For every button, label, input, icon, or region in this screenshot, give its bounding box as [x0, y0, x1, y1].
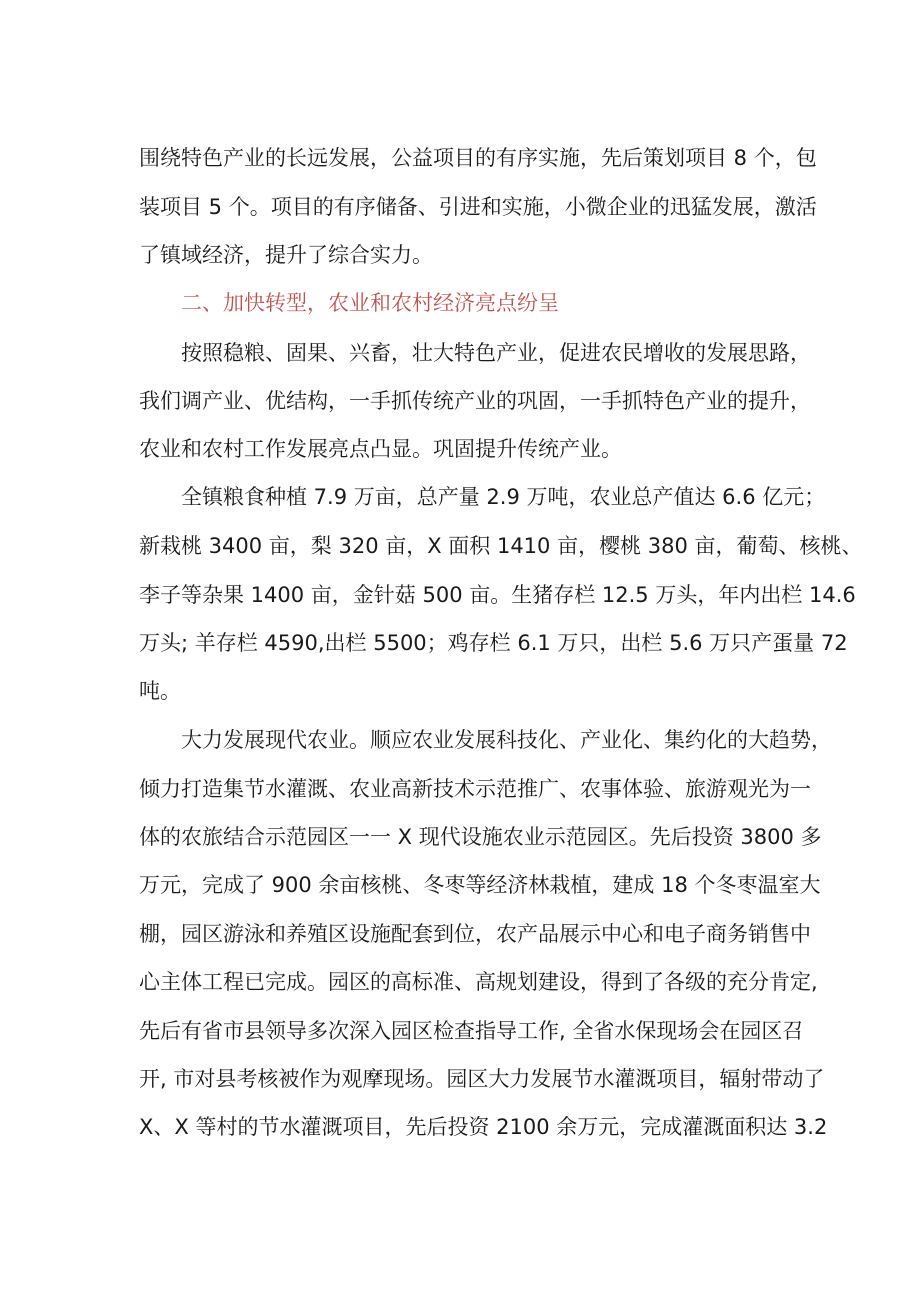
paragraph-line: 我们调产业、优结构，一手抓传统产业的巩固，一手抓特色产业的提升， — [139, 389, 811, 413]
paragraph-line: 全镇粮食种植 7.9 万亩，总产量 2.9 万吨，农业总产值达 6.6 亿元； — [181, 485, 826, 509]
paragraph-line: 吨。 — [139, 679, 181, 703]
paragraph-line: 了镇域经济，提升了综合实力。 — [139, 243, 433, 267]
paragraph-line: 开, 市对县考核被作为观摩现场。园区大力发展节水灌溉项目，辐射带动了 — [139, 1067, 825, 1091]
paragraph-line: 装项目 5 个。项目的有序储备、引进和实施，小微企业的迅猛发展，激活 — [139, 195, 817, 219]
paragraph-line: 农业和农村工作发展亮点凸显。巩固提升传统产业。 — [139, 437, 622, 461]
paragraph-line: 先后有省市县领导多次深入园区检查指导工作, 全省水保现场会在园区召 — [139, 1019, 804, 1043]
paragraph-line: 心主体工程已完成。园区的高标准、高规划建设，得到了各级的充分肯定, — [139, 970, 818, 994]
paragraph-line: 大力发展现代农业。顺应农业发展科技化、产业化、集约化的大趋势， — [181, 728, 832, 752]
paragraph-line: 按照稳粮、固果、兴畜，壮大特色产业，促进农民增收的发展思路， — [181, 341, 811, 365]
paragraph-line: 李子等杂果 1400 亩，金针菇 500 亩。生猪存栏 12.5 万头，年内出栏 14.6 — [139, 583, 856, 607]
paragraph-line: X、X 等村的节水灌溉项目，先后投资 2100 余万元，完成灌溉面积达 3.2 — [139, 1115, 828, 1139]
paragraph-line: 围绕特色产业的长远发展，公益项目的有序实施，先后策划项目 8 个，包 — [139, 146, 817, 170]
paragraph-line: 倾力打造集节水灌溉、农业高新技术示范推广、农事体验、旅游观光为一 — [139, 777, 811, 801]
paragraph-line: 新栽桃 3400 亩，梨 320 亩，X 面积 1410 亩，樱桃 380 亩，葡萄、核桃、 — [139, 534, 863, 558]
section-heading: 二、加快转型，农业和农村经济亮点纷呈 — [181, 291, 559, 315]
paragraph-line: 万元，完成了 900 余亩核桃、冬枣等经济林栽植，建成 18 个冬枣温室大 — [139, 873, 821, 897]
paragraph-line: 体的农旅结合示范园区一一 X 现代设施农业示范园区。先后投资 3800 多 — [139, 825, 822, 849]
paragraph-line: 棚，园区游泳和养殖区设施配套到位，农产品展示中心和电子商务销售中 — [139, 922, 811, 946]
paragraph-line: 万头; 羊存栏 4590,出栏 5500；鸡存栏 6.1 万只，出栏 5.6 万只产蛋量 72 — [139, 631, 848, 655]
